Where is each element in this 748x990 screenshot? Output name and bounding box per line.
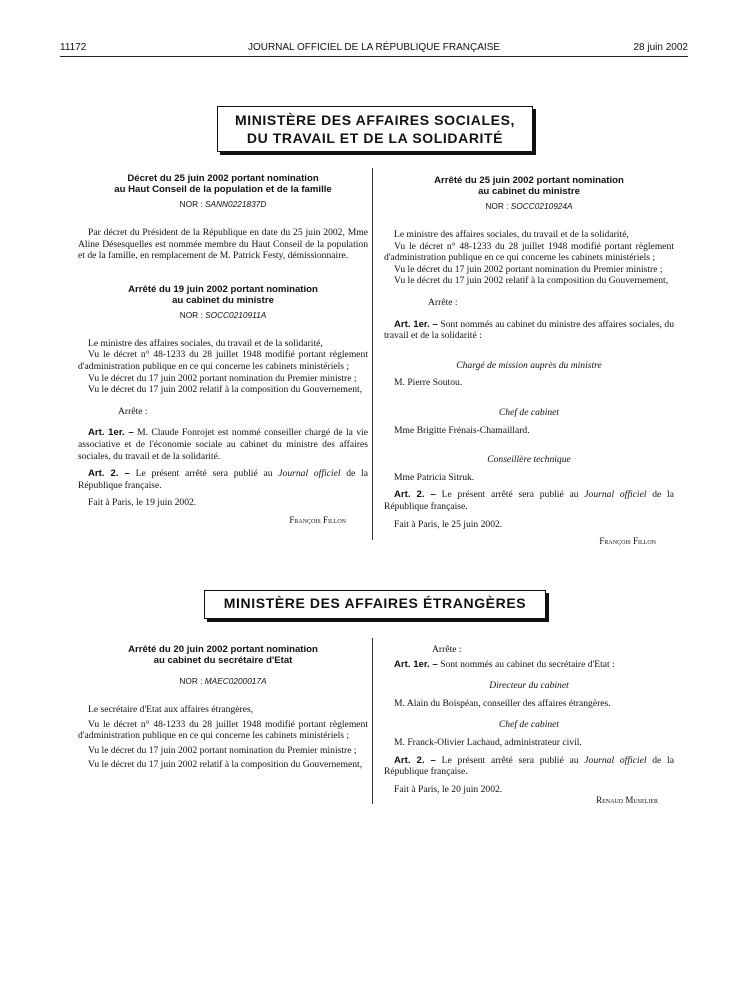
journal-officiel-italic: Journal officiel: [584, 489, 647, 501]
left-column-upper: [78, 173, 368, 527]
paragraph: Vu le décret n° 48-1233 du 28 juillet 1948 modifié portant règlement d'administration publique en ce qui concerne les cabinets ministériels ;: [384, 240, 674, 264]
nor-label: NOR :: [179, 309, 206, 320]
article-label: Art. 2. –: [394, 754, 436, 766]
role-title: Chargé de mission auprès du ministre: [456, 359, 602, 371]
role-title: Conseillère technique: [487, 454, 571, 466]
ministry-heading-line-1: MINISTÈRE DES AFFAIRES SOCIALES,: [234, 112, 516, 128]
arrete-25-title-line-1: Arrêté du 25 juin 2002 portant nomination: [434, 175, 624, 186]
header-rule: [60, 56, 688, 57]
appointee-name: Mme Brigitte Frénais-Chamaillard.: [394, 424, 530, 436]
paragraph: Le ministre des affaires sociales, du travail et de la solidarité,: [88, 337, 323, 349]
article-label: Art. 1er. –: [394, 318, 438, 330]
article-text: Sont nommés au cabinet du ministre des affaires sociales, du travail et de la solidarité :: [384, 318, 674, 342]
article-label: Art. 1er. –: [88, 427, 134, 439]
signature: Renaud Muselier: [596, 795, 658, 806]
nor-code: SANN0221837D: [205, 199, 267, 209]
appointee-name: Mme Patricia Sitruk.: [394, 471, 475, 483]
arrete-19-nor: [78, 310, 368, 320]
paragraph: Vu le décret n° 48-1233 du 28 juillet 1948 modifié portant règlement d'administration publique en ce qui concerne les cabinets ministériels ;: [78, 718, 368, 742]
arrete-19-title-line-1: Arrêté du 19 juin 2002 portant nomination: [128, 283, 318, 295]
arrete-label: Arrête :: [428, 296, 458, 308]
ministry-heading-social-affairs: [217, 106, 533, 152]
arrete-19-title-line-2: au cabinet du ministre: [172, 294, 274, 306]
paragraph: Le ministre des affaires sociales, du travail et de la solidarité,: [394, 229, 629, 240]
article-2: [384, 755, 674, 778]
arrete-20-title-line-2: au cabinet du secrétaire d'Etat: [153, 655, 293, 666]
appointee-name: M. Pierre Soutou.: [394, 377, 463, 389]
ministry-heading-line-1: MINISTÈRE DES AFFAIRES ÉTRANGÈRES: [223, 595, 527, 611]
paragraph: Vu le décret n° 48-1233 du 28 juillet 1948 modifié portant règlement d'administration publique en ce qui concerne les cabinets ministériels ;: [78, 349, 368, 372]
article-1: [384, 319, 674, 342]
decree-title-line-1: Décret du 25 juin 2002 portant nomination: [127, 173, 319, 184]
arrete-20-title-line-1: Arrêté du 20 juin 2002 portant nomination: [128, 644, 318, 655]
article-text: Le présent arrêté sera publié au: [435, 489, 585, 501]
paragraph: Vu le décret du 17 juin 2002 relatif à la composition du Gouvernement,: [88, 384, 363, 396]
decree-title-line-2: au Haut Conseil de la population et de la famille: [114, 184, 332, 195]
article-text: Sont nommés au cabinet du secrétaire d'Etat :: [437, 658, 615, 670]
paragraph: Vu le décret du 17 juin 2002 portant nomination du Premier ministre ;: [88, 372, 357, 384]
arrete-19-title: [78, 284, 368, 306]
left-column-lower: [78, 644, 368, 771]
article-1: [384, 659, 674, 671]
article-text: de la République française.: [384, 754, 674, 778]
decree-body: Par décret du Président de la République en date du 25 juin 2002, Mme Aline Désesquelles est nommée membre du Haut Conseil de la population et de la famille, en remplacement de M. Patrick Festy, démissionnaire.: [78, 227, 368, 262]
role-title: Chef de cabinet: [498, 719, 560, 731]
ministry-heading-line-2: DU TRAVAIL ET DE LA SOLIDARITÉ: [246, 130, 504, 146]
arrete-25-title: [384, 175, 674, 197]
paragraph: Vu le décret du 17 juin 2002 relatif à la composition du Gouvernement,: [88, 759, 363, 771]
article-2: [384, 489, 674, 512]
arrete-20-title: [78, 644, 368, 666]
role-title: Directeur du cabinet: [489, 680, 569, 692]
decree-title: [78, 173, 368, 195]
fait-a-paris: Fait à Paris, le 20 juin 2002.: [394, 783, 503, 795]
fait-a-paris: Fait à Paris, le 19 juin 2002.: [88, 497, 197, 509]
column-divider: [372, 168, 373, 540]
article-text: Le présent arrêté sera publié au: [435, 754, 585, 766]
article-text: Le présent arrêté sera publié au: [129, 468, 279, 480]
arrete-25-title-line-2: au cabinet du ministre: [478, 186, 580, 197]
article-text: de la République française.: [78, 468, 368, 491]
journal-title: JOURNAL OFFICIEL DE LA RÉPUBLIQUE FRANÇAISE: [247, 42, 501, 53]
decree-nor: [78, 199, 368, 209]
journal-officiel-italic: Journal officiel: [278, 468, 341, 480]
paragraph: Le secrétaire d'Etat aux affaires étrangères,: [88, 704, 254, 715]
nor-code: MAEC0200017A: [204, 676, 267, 686]
appointee-name: M. Franck-Olivier Lachaud, administrateur civil.: [394, 736, 582, 748]
article-label: Art. 2. –: [88, 468, 130, 480]
article-label: Art. 2. –: [394, 489, 436, 501]
fait-a-paris: Fait à Paris, le 25 juin 2002.: [394, 518, 503, 530]
nor-label: NOR :: [179, 199, 205, 209]
article-text: M. Claude Fonrojet est nommé conseiller chargé de la vie associative et de l'économie sociale au cabinet du ministre des affaires sociales, du travail et de la solidarité.: [78, 427, 368, 462]
arrete-25-nor: [384, 201, 674, 211]
nor-code: SOCC0210911A: [205, 309, 267, 320]
article-1: [78, 427, 368, 462]
nor-label: NOR :: [179, 676, 205, 686]
signature: François Fillon: [599, 536, 656, 547]
article-2: [78, 468, 368, 491]
role-title: Chef de cabinet: [498, 406, 560, 418]
ministry-heading-foreign-affairs: [204, 590, 546, 619]
paragraph: Vu le décret du 17 juin 2002 relatif à la composition du Gouvernement,: [394, 275, 669, 287]
page-number: 11172: [60, 42, 87, 53]
column-divider: [372, 638, 373, 804]
article-text: de la République française.: [384, 489, 674, 512]
right-column-lower: [384, 644, 674, 807]
nor-label: NOR :: [485, 201, 511, 211]
right-column-upper: [384, 175, 674, 548]
arrete-20-nor: [78, 676, 368, 686]
signature: François Fillon: [289, 514, 346, 525]
arrete-label: Arrête :: [118, 405, 148, 417]
paragraph: Vu le décret du 17 juin 2002 portant nomination du Premier ministre ;: [394, 263, 663, 275]
paragraph: Vu le décret du 17 juin 2002 portant nomination du Premier ministre ;: [88, 744, 357, 756]
issue-date: 28 juin 2002: [633, 42, 688, 53]
nor-code: SOCC0210924A: [510, 201, 573, 211]
journal-officiel-italic: Journal officiel: [584, 754, 647, 766]
arrete-label: Arrête :: [432, 644, 462, 655]
appointee-name: M. Alain du Boispéan, conseiller des affaires étrangères.: [394, 697, 611, 709]
article-label: Art. 1er. –: [394, 658, 438, 670]
